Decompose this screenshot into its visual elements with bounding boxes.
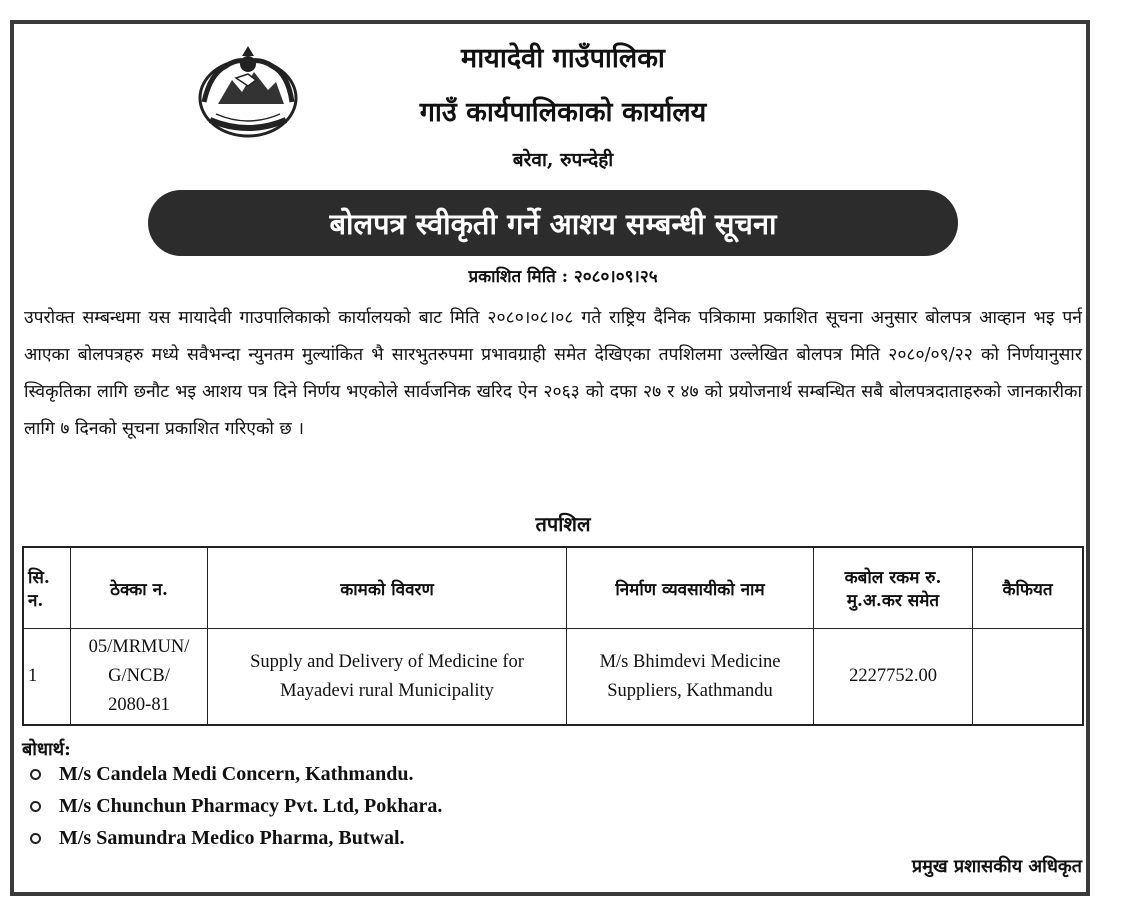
cell-contractor: [567, 629, 814, 726]
circle-bullet-icon: [30, 833, 41, 844]
notice-title: बोलपत्र स्वीकृती गर्ने आशय सम्बन्धी सूचना: [329, 206, 777, 241]
cell-contract-no: [71, 629, 208, 726]
municipality-name: मायादेवी गाउँपालिका: [461, 43, 665, 74]
col-header-contractor: निर्माण व्यवसायीको नाम: [567, 547, 814, 629]
copy-recipient: M/s Samundra Medico Pharma, Butwal.: [59, 827, 405, 849]
cell-contractor-line: Suppliers, Kathmandu: [607, 680, 773, 701]
cell-contract-no-line: 2080-81: [108, 695, 170, 715]
notice-body: उपरोक्त सम्बन्धमा यस मायादेवी गाउपालिकाको कार्यालयको बाट मिति २०८०।०८।०८ गते राष्ट्रिय दैनिक पत्रिकामा प्रकाशित सूचना अनुसार बोलपत्र आव्हान भइ पर्न आएका बोलपत्रहरु मध्ये सवैभन्दा न्युनतम मुल्यांकित भै सारभुतरुपमा प्रभावग्राही समेत देखिएका तपशिलमा उल्लेखित बोलपत्र मिति २०८०/०९/२२ को निर्णयानुसार स्विकृतिका लागि छनौट भइ आशय पत्र दिने निर्णय भएकोले सार्वजनिक खरिद ऐन २०६३ को दफा २७ र ४७ को प्रयोजनार्थ सम्बन्धित सबै बोलपत्रदाताहरुको जानकारीका लागि ७ दिनको सूचना प्रकाशित गरिएको छ ।: [24, 308, 1082, 439]
cell-description-line: Mayadevi rural Municipality: [280, 680, 494, 701]
col-header-description: कामको विवरण: [208, 547, 567, 629]
col-header-sn-line2: न.: [28, 591, 44, 611]
bid-table: [22, 546, 1084, 726]
list-item: [30, 758, 442, 790]
cell-sn: 1: [23, 629, 71, 726]
cell-remarks: [973, 629, 1084, 726]
cell-description-line: Supply and Delivery of Medicine for: [250, 651, 524, 672]
copy-recipient: M/s Chunchun Pharmacy Pvt. Ltd, Pokhara.: [59, 795, 443, 817]
list-item: [30, 822, 442, 854]
cell-description: [208, 629, 567, 726]
table-title: तपशिल: [535, 512, 591, 536]
col-header-sn: [23, 547, 71, 629]
col-header-amount-line1: कबोल रकम रु.: [844, 568, 942, 588]
notice-title-banner: [148, 190, 958, 256]
col-header-sn-line1: सि.: [28, 568, 50, 588]
cell-amount: 2227752.00: [814, 629, 973, 726]
copies-list: [30, 758, 442, 854]
col-header-remarks: कैफियत: [973, 547, 1084, 629]
copies-label: बोधार्थ:: [22, 739, 71, 760]
published-date: प्रकाशित मिति : २०८०।०९।२५: [468, 267, 658, 287]
cell-contract-no-line: G/NCB/: [108, 666, 170, 686]
circle-bullet-icon: [30, 801, 41, 812]
cell-contract-no-line: 05/MRMUN/: [88, 637, 190, 657]
office-name: गाउँ कार्यपालिकाको कार्यालय: [419, 97, 707, 128]
col-header-contract-no: ठेक्का न.: [71, 547, 208, 629]
table-header-row: [23, 547, 1083, 629]
cell-contractor-line: M/s Bhimdevi Medicine: [599, 651, 781, 672]
office-location: बरेवा, रुपन्देही: [512, 149, 614, 171]
copy-recipient: M/s Candela Medi Concern, Kathmandu.: [59, 763, 414, 785]
signatory-title: प्रमुख प्रशासकीय अधिकृत: [911, 856, 1082, 877]
table-row: [23, 629, 1083, 726]
circle-bullet-icon: [30, 769, 41, 780]
col-header-amount-line2: मु.अ.कर समेत: [846, 591, 940, 611]
list-item: [30, 790, 442, 822]
col-header-amount: [814, 547, 973, 629]
